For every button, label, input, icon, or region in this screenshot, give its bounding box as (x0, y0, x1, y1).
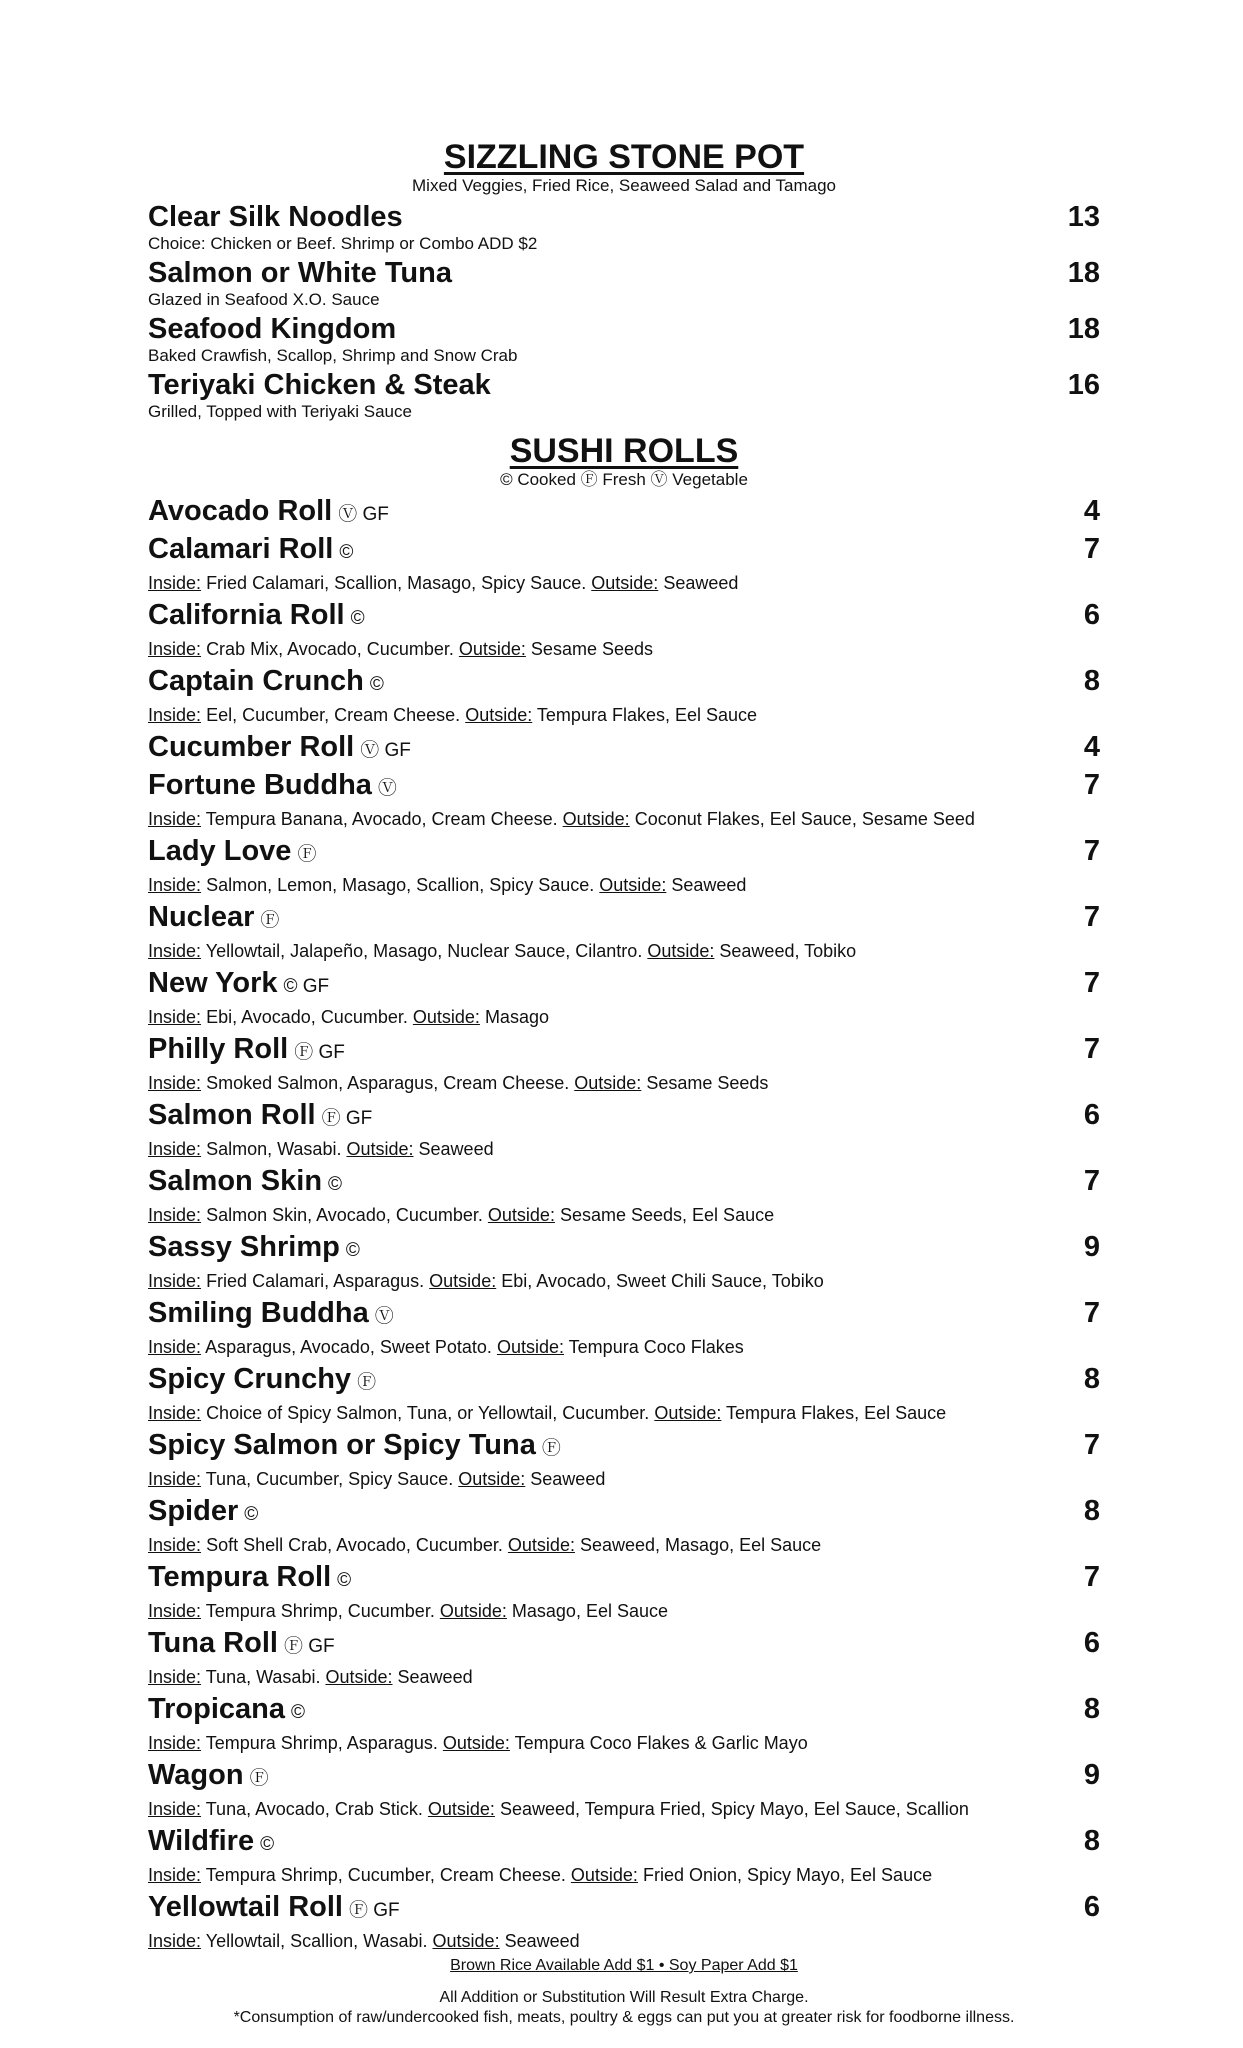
inside-label: Inside: (148, 1205, 202, 1225)
roll-description (148, 704, 1100, 726)
inside-label: Inside: (148, 1007, 202, 1027)
menu-item-name: Teriyaki Chicken & Steak (148, 369, 491, 401)
inside-text: Salmon, Lemon, Masago, Scallion, Spicy Sauce. (206, 875, 595, 895)
roll-marks: © (260, 1834, 275, 1855)
roll-description (148, 1138, 1100, 1160)
roll-description (148, 1204, 1100, 1226)
roll-marks: Ⓥ GF (360, 740, 411, 761)
inside-label: Inside: (148, 1601, 202, 1621)
outside-text: Coconut Flakes, Eel Sauce, Sesame Seed (634, 809, 975, 829)
roll-name-group (148, 1032, 345, 1066)
inside-text: Fried Calamari, Asparagus. (206, 1271, 425, 1291)
inside-label: Inside: (148, 1799, 202, 1819)
roll-marks: Ⓕ (297, 844, 317, 865)
roll-name: Lady Love (148, 835, 292, 867)
roll-item (148, 1560, 1100, 1622)
outside-text: Seaweed, Tobiko (719, 941, 857, 961)
roll-price: 4 (1083, 495, 1100, 527)
roll-marks: Ⓕ (357, 1372, 377, 1393)
outside-label: Outside: (570, 1865, 638, 1885)
roll-price: 8 (1083, 1363, 1100, 1395)
roll-name: New York (148, 967, 278, 999)
roll-price: 7 (1083, 769, 1100, 801)
roll-row (148, 900, 1100, 934)
inside-label: Inside: (148, 639, 202, 659)
outside-label: Outside: (439, 1601, 507, 1621)
inside-text: Yellowtail, Scallion, Wasabi. (205, 1931, 428, 1951)
outside-label: Outside: (458, 639, 526, 659)
roll-marks: © (328, 1174, 343, 1195)
roll-name-group (148, 966, 329, 1000)
roll-marks: © (244, 1504, 259, 1525)
roll-description (148, 1930, 1100, 1952)
outside-label: Outside: (427, 1799, 495, 1819)
inside-label: Inside: (148, 1469, 202, 1489)
roll-item (148, 966, 1100, 1028)
outside-text: Fried Onion, Spicy Mayo, Eel Sauce (642, 1865, 933, 1885)
inside-text: Soft Shell Crab, Avocado, Cucumber. (206, 1535, 503, 1555)
outside-text: Sesame Seeds (530, 639, 653, 659)
outside-text: Seaweed, Tempura Fried, Spicy Mayo, Eel Sauce, Scallion (499, 1799, 969, 1819)
menu-item-row (148, 312, 1100, 346)
roll-price: 7 (1083, 967, 1100, 999)
outside-label: Outside: (412, 1007, 480, 1027)
roll-row (148, 1626, 1100, 1660)
outside-label: Outside: (432, 1931, 500, 1951)
inside-text: Choice of Spicy Salmon, Tuna, or Yellowtail, Cucumber. (206, 1403, 650, 1423)
outside-label: Outside: (346, 1139, 414, 1159)
roll-row (148, 1362, 1100, 1396)
inside-label: Inside: (148, 1733, 202, 1753)
inside-text: Tempura Shrimp, Cucumber, Cream Cheese. (205, 1865, 566, 1885)
roll-description (148, 1402, 1100, 1424)
outside-label: Outside: (458, 1469, 526, 1489)
roll-item (148, 1362, 1100, 1424)
roll-name-group (148, 1758, 269, 1792)
roll-name: Smiling Buddha (148, 1297, 369, 1329)
roll-name-group (148, 1626, 335, 1660)
outside-label: Outside: (496, 1337, 564, 1357)
inside-text: Asparagus, Avocado, Sweet Potato. (205, 1337, 492, 1357)
roll-name: Wagon (148, 1759, 244, 1791)
roll-description (148, 1798, 1100, 1820)
inside-label: Inside: (148, 1073, 202, 1093)
roll-description (148, 1534, 1100, 1556)
outside-label: Outside: (654, 1403, 722, 1423)
inside-label: Inside: (148, 1667, 202, 1687)
roll-row (148, 1494, 1100, 1528)
roll-name: Philly Roll (148, 1033, 289, 1065)
menu-item-name: Clear Silk Noodles (148, 201, 403, 233)
outside-text: Tempura Flakes, Eel Sauce (726, 1403, 947, 1423)
roll-description (148, 1072, 1100, 1094)
roll-item (148, 730, 1100, 764)
roll-description (148, 874, 1100, 896)
menu-item (148, 312, 1100, 366)
roll-price: 7 (1083, 835, 1100, 867)
roll-item (148, 1032, 1100, 1094)
roll-price: 4 (1083, 731, 1100, 763)
inside-text: Eel, Cucumber, Cream Cheese. (206, 705, 461, 725)
inside-label: Inside: (148, 875, 202, 895)
roll-name: Wildfire (148, 1825, 255, 1857)
roll-item (148, 1164, 1100, 1226)
menu-item-name: Salmon or White Tuna (148, 257, 452, 289)
outside-label: Outside: (562, 809, 630, 829)
roll-name: Spider (148, 1495, 239, 1527)
roll-description (148, 572, 1100, 594)
roll-item (148, 598, 1100, 660)
roll-name: Avocado Roll (148, 495, 333, 527)
roll-item (148, 532, 1100, 594)
roll-row (148, 1758, 1100, 1792)
sushi-rolls-list (148, 494, 1100, 1952)
outside-text: Seaweed (663, 573, 739, 593)
inside-label: Inside: (148, 1535, 202, 1555)
roll-marks: Ⓕ GF (283, 1636, 335, 1657)
outside-label: Outside: (442, 1733, 510, 1753)
inside-label: Inside: (148, 1139, 202, 1159)
outside-text: Ebi, Avocado, Sweet Chili Sauce, Tobiko (501, 1271, 824, 1291)
outside-label: Outside: (591, 573, 659, 593)
roll-name-group (148, 1692, 305, 1726)
inside-text: Fried Calamari, Scallion, Masago, Spicy Sauce. (206, 573, 587, 593)
roll-marks: Ⓕ (541, 1438, 561, 1459)
footer (148, 1956, 1100, 2028)
outside-text: Tempura Coco Flakes & Garlic Mayo (514, 1733, 808, 1753)
roll-description (148, 940, 1100, 962)
roll-description (148, 638, 1100, 660)
outside-text: Tempura Flakes, Eel Sauce (536, 705, 758, 725)
roll-marks: © GF (283, 976, 330, 997)
roll-item (148, 1824, 1100, 1886)
outside-text: Seaweed (504, 1931, 580, 1951)
roll-marks: © (339, 542, 354, 563)
inside-text: Tempura Banana, Avocado, Cream Cheese. (205, 809, 558, 829)
roll-price: 6 (1083, 599, 1100, 631)
inside-text: Tempura Shrimp, Cucumber. (205, 1601, 435, 1621)
roll-name: Spicy Crunchy (148, 1363, 352, 1395)
menu-item-price: 18 (1067, 313, 1100, 345)
roll-item (148, 768, 1100, 830)
outside-label: Outside: (507, 1535, 575, 1555)
inside-label: Inside: (148, 1931, 202, 1951)
roll-item (148, 664, 1100, 726)
menu-item-row (148, 200, 1100, 234)
roll-name-group (148, 730, 411, 764)
outside-label: Outside: (574, 1073, 642, 1093)
roll-marks: Ⓥ (374, 1306, 394, 1327)
roll-name: Tempura Roll (148, 1561, 332, 1593)
roll-price: 7 (1083, 1165, 1100, 1197)
roll-description (148, 1600, 1100, 1622)
menu-item (148, 256, 1100, 310)
roll-price: 8 (1083, 1693, 1100, 1725)
roll-name-group (148, 598, 365, 632)
inside-label: Inside: (148, 1337, 202, 1357)
inside-label: Inside: (148, 705, 202, 725)
inside-text: Tuna, Wasabi. (205, 1667, 321, 1687)
roll-name-group (148, 532, 353, 566)
outside-label: Outside: (465, 705, 533, 725)
roll-name: Spicy Salmon or Spicy Tuna (148, 1429, 536, 1461)
roll-row (148, 1560, 1100, 1594)
inside-text: Ebi, Avocado, Cucumber. (206, 1007, 408, 1027)
roll-marks: Ⓥ (377, 778, 397, 799)
roll-marks: Ⓕ GF (349, 1900, 400, 1921)
roll-item (148, 1098, 1100, 1160)
roll-row (148, 1692, 1100, 1726)
stone-pot-title: SIZZLING STONE POT (443, 138, 805, 176)
roll-name-group (148, 494, 389, 528)
roll-name-group (148, 1296, 394, 1330)
roll-row (148, 1890, 1100, 1924)
menu-item-row (148, 368, 1100, 402)
outside-text: Seaweed (671, 875, 747, 895)
menu-item-description: Grilled, Topped with Teriyaki Sauce (148, 402, 412, 421)
outside-text: Masago, Eel Sauce (511, 1601, 668, 1621)
roll-price: 7 (1083, 1297, 1100, 1329)
roll-name-group (148, 834, 316, 868)
outside-text: Sesame Seeds, Eel Sauce (559, 1205, 775, 1225)
roll-name: Tropicana (148, 1693, 285, 1725)
menu-item-row (148, 256, 1100, 290)
inside-text: Tuna, Cucumber, Spicy Sauce. (205, 1469, 454, 1489)
roll-name: California Roll (148, 599, 345, 631)
roll-price: 7 (1083, 533, 1100, 565)
roll-row (148, 730, 1100, 764)
menu-item-price: 18 (1067, 257, 1100, 289)
roll-name-group (148, 1890, 400, 1924)
roll-item (148, 1494, 1100, 1556)
roll-row (148, 1230, 1100, 1264)
addons-note: Brown Rice Available Add $1 • Soy Paper Add $1 (450, 1957, 798, 1974)
inside-label: Inside: (148, 1403, 202, 1423)
roll-name: Salmon Roll (148, 1099, 316, 1131)
roll-row (148, 768, 1100, 802)
outside-text: Tempura Coco Flakes (568, 1337, 744, 1357)
health-warning: *Consumption of raw/undercooked fish, meats, poultry & eggs can put you at greater risk for foodborne illness. (233, 2009, 1015, 2026)
roll-name-group (148, 1230, 360, 1264)
menu-item (148, 368, 1100, 422)
roll-description (148, 1864, 1100, 1886)
roll-row (148, 494, 1100, 528)
roll-item (148, 834, 1100, 896)
roll-marks: © (291, 1702, 305, 1723)
stone-pot-list (148, 200, 1100, 422)
inside-label: Inside: (148, 573, 202, 593)
outside-text: Seaweed (418, 1139, 494, 1159)
roll-item (148, 1296, 1100, 1358)
roll-name-group (148, 1362, 376, 1396)
roll-row (148, 664, 1100, 698)
roll-row (148, 1098, 1100, 1132)
roll-name-group (148, 1824, 274, 1858)
roll-description (148, 1336, 1100, 1358)
roll-row (148, 1824, 1100, 1858)
roll-row (148, 598, 1100, 632)
roll-description (148, 808, 1100, 830)
roll-name: Yellowtail Roll (148, 1891, 343, 1923)
roll-marks: © (337, 1570, 352, 1591)
sushi-rolls-title: SUSHI ROLLS (509, 432, 739, 470)
roll-name-group (148, 664, 384, 698)
roll-description (148, 1006, 1100, 1028)
roll-name-group (148, 900, 279, 934)
roll-item (148, 1428, 1100, 1490)
menu-item-price: 16 (1067, 369, 1100, 401)
roll-name-group (148, 1494, 258, 1528)
roll-description (148, 1732, 1100, 1754)
roll-name-group (148, 1164, 342, 1198)
roll-marks: © (345, 1240, 360, 1261)
menu-item-price: 13 (1067, 201, 1100, 233)
roll-marks: Ⓕ GF (294, 1042, 345, 1063)
outside-text: Seaweed (397, 1667, 473, 1687)
inside-text: Salmon, Wasabi. (206, 1139, 342, 1159)
roll-item (148, 1890, 1100, 1952)
roll-price: 7 (1083, 1429, 1100, 1461)
roll-row (148, 1032, 1100, 1066)
outside-label: Outside: (325, 1667, 393, 1687)
roll-row (148, 1296, 1100, 1330)
roll-price: 6 (1083, 1891, 1100, 1923)
roll-name-group (148, 1098, 372, 1132)
roll-description (148, 1468, 1100, 1490)
roll-row (148, 1428, 1100, 1462)
inside-text: Tempura Shrimp, Asparagus. (205, 1733, 438, 1753)
inside-text: Yellowtail, Jalapeño, Masago, Nuclear Sauce, Cilantro. (205, 941, 643, 961)
menu-item-description: Glazed in Seafood X.O. Sauce (148, 290, 380, 309)
outside-text: Seaweed (530, 1469, 606, 1489)
inside-text: Salmon Skin, Avocado, Cucumber. (206, 1205, 483, 1225)
menu-item (148, 200, 1100, 254)
menu-page (148, 138, 1100, 2028)
inside-text: Tuna, Avocado, Crab Stick. (205, 1799, 423, 1819)
roll-price: 7 (1083, 1033, 1100, 1065)
menu-item-description: Baked Crawfish, Scallop, Shrimp and Snow Crab (148, 346, 518, 365)
roll-marks: © (369, 674, 384, 695)
roll-name: Fortune Buddha (148, 769, 372, 801)
outside-text: Masago (484, 1007, 549, 1027)
roll-price: 8 (1083, 1825, 1100, 1857)
roll-marks: © (350, 608, 365, 629)
roll-marks: Ⓕ GF (321, 1108, 373, 1129)
roll-price: 9 (1083, 1231, 1100, 1263)
roll-price: 7 (1083, 901, 1100, 933)
roll-marks: Ⓥ GF (338, 504, 389, 525)
inside-label: Inside: (148, 1271, 202, 1291)
roll-name-group (148, 1560, 351, 1594)
menu-item-name: Seafood Kingdom (148, 313, 397, 345)
sushi-rolls-legend: © Cooked Ⓕ Fresh Ⓥ Vegetable (500, 470, 748, 489)
roll-row (148, 1164, 1100, 1198)
menu-item-description: Choice: Chicken or Beef. Shrimp or Combo ADD $2 (148, 234, 538, 253)
roll-description (148, 1270, 1100, 1292)
roll-name: Calamari Roll (148, 533, 334, 565)
roll-name: Sassy Shrimp (148, 1231, 340, 1263)
roll-name-group (148, 768, 397, 802)
outside-label: Outside: (429, 1271, 497, 1291)
outside-text: Seaweed, Masago, Eel Sauce (579, 1535, 822, 1555)
roll-price: 7 (1083, 1561, 1100, 1593)
roll-name: Cucumber Roll (148, 731, 355, 763)
roll-item (148, 1626, 1100, 1688)
roll-price: 6 (1083, 1099, 1100, 1131)
inside-label: Inside: (148, 809, 202, 829)
roll-item (148, 494, 1100, 528)
roll-name: Captain Crunch (148, 665, 364, 697)
roll-marks: Ⓕ (260, 910, 280, 931)
roll-name-group (148, 1428, 561, 1462)
roll-row (148, 532, 1100, 566)
roll-price: 8 (1083, 665, 1100, 697)
inside-label: Inside: (148, 941, 202, 961)
outside-label: Outside: (647, 941, 715, 961)
roll-price: 9 (1083, 1759, 1100, 1791)
substitution-note: All Addition or Substitution Will Result Extra Charge. (439, 1989, 809, 2006)
roll-marks: Ⓕ (249, 1768, 269, 1789)
roll-name: Tuna Roll (148, 1627, 278, 1659)
roll-name: Salmon Skin (148, 1165, 323, 1197)
roll-item (148, 1692, 1100, 1754)
roll-item (148, 1758, 1100, 1820)
outside-label: Outside: (487, 1205, 555, 1225)
inside-label: Inside: (148, 1865, 202, 1885)
roll-description (148, 1666, 1100, 1688)
stone-pot-subtitle: Mixed Veggies, Fried Rice, Seaweed Salad and Tamago (412, 176, 836, 195)
outside-label: Outside: (599, 875, 667, 895)
roll-row (148, 966, 1100, 1000)
roll-item (148, 1230, 1100, 1292)
roll-row (148, 834, 1100, 868)
roll-price: 6 (1083, 1627, 1100, 1659)
roll-price: 8 (1083, 1495, 1100, 1527)
outside-text: Sesame Seeds (646, 1073, 769, 1093)
inside-text: Smoked Salmon, Asparagus, Cream Cheese. (206, 1073, 570, 1093)
inside-text: Crab Mix, Avocado, Cucumber. (206, 639, 454, 659)
roll-item (148, 900, 1100, 962)
roll-name: Nuclear (148, 901, 255, 933)
